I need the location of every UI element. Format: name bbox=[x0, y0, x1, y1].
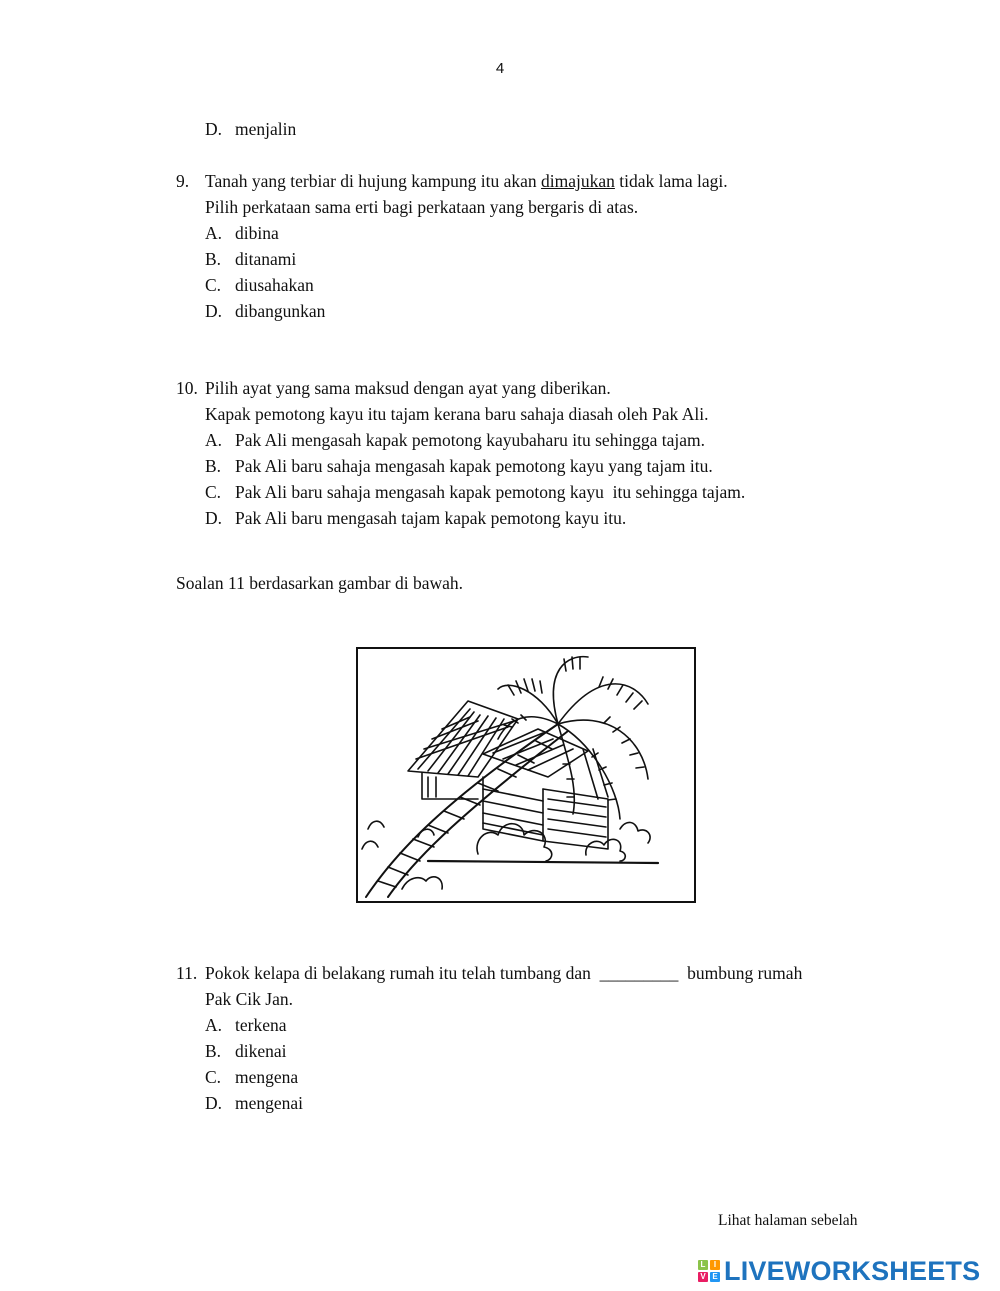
q11-option-d[interactable] bbox=[205, 1090, 303, 1116]
option-text: ditanami bbox=[235, 249, 297, 269]
option-letter: C. bbox=[205, 1067, 222, 1087]
q10-option-a[interactable] bbox=[205, 427, 705, 453]
option-letter: D. bbox=[205, 508, 223, 528]
q9-stem-after: tidak lama lagi. bbox=[614, 171, 728, 191]
q10-option-d[interactable] bbox=[205, 505, 626, 531]
footer-next-page-note: Lihat halaman sebelah bbox=[718, 1212, 858, 1229]
q9-option-b[interactable] bbox=[205, 246, 296, 272]
q10-option-c[interactable] bbox=[205, 479, 745, 505]
option-letter: D. bbox=[205, 301, 223, 321]
option-text: Pak Ali baru mengasah tajam kapak pemotong kayu itu. bbox=[235, 508, 627, 528]
q10-stem: Pilih ayat yang sama maksud dengan ayat yang diberikan. bbox=[205, 378, 611, 398]
option-letter: C. bbox=[205, 482, 222, 502]
option-letter: B. bbox=[205, 456, 222, 476]
q9-option-a[interactable] bbox=[205, 220, 279, 246]
q9-underlined-word: dimajukan bbox=[541, 171, 615, 191]
page-number: 4 bbox=[495, 60, 505, 77]
q11-option-c[interactable] bbox=[205, 1064, 298, 1090]
q10-given-sentence: Kapak pemotong kayu itu tajam kerana baru sahaja diasah oleh Pak Ali. bbox=[205, 404, 709, 424]
q9-instruction: Pilih perkataan sama erti bagi perkataan yang bergaris di atas. bbox=[205, 197, 639, 217]
option-text: dibina bbox=[235, 223, 279, 243]
option-text: diusahakan bbox=[235, 275, 314, 295]
q11-option-b[interactable] bbox=[205, 1038, 287, 1064]
logo-block-v: V bbox=[698, 1272, 708, 1282]
logo-text: LIVEWORKSHEETS bbox=[724, 1255, 981, 1286]
option-text: dibangunkan bbox=[235, 301, 326, 321]
option-text: Pak Ali baru sahaja mengasah kapak pemotong kayu yang tajam itu. bbox=[235, 456, 713, 476]
option-text: Pak Ali mengasah kapak pemotong kayubaharu itu sehingga tajam. bbox=[235, 430, 705, 450]
q10-number: 10. bbox=[176, 378, 198, 398]
q11-stem-line-2: Pak Cik Jan. bbox=[205, 989, 293, 1009]
q11-intro: Soalan 11 berdasarkan gambar di bawah. bbox=[176, 573, 464, 593]
option-letter: D. bbox=[205, 1093, 223, 1113]
option-text: menjalin bbox=[235, 119, 297, 139]
logo-block-i: I bbox=[710, 1260, 720, 1270]
q11-number: 11. bbox=[176, 963, 198, 983]
q9-option-c[interactable] bbox=[205, 272, 314, 298]
q11-stem-line-1: Pokok kelapa di belakang rumah itu telah tumbang dan _________ bumbung rumah bbox=[205, 963, 803, 983]
option-text: terkena bbox=[235, 1015, 287, 1035]
option-letter: B. bbox=[205, 1041, 222, 1061]
logo-block-l: L bbox=[698, 1260, 708, 1270]
q9-stem-before: Tanah yang terbiar di hujung kampung itu akan bbox=[205, 171, 542, 191]
option-letter: A. bbox=[205, 223, 223, 243]
logo-blocks-icon bbox=[698, 1260, 720, 1282]
q10-option-b[interactable] bbox=[205, 453, 713, 479]
option-text: mengena bbox=[235, 1067, 299, 1087]
option-text: Pak Ali baru sahaja mengasah kapak pemotong kayu itu sehingga tajam. bbox=[235, 482, 746, 502]
option-text: mengenai bbox=[235, 1093, 304, 1113]
logo-block-e: E bbox=[710, 1272, 720, 1282]
drawing bbox=[358, 649, 693, 900]
option-letter: D. bbox=[205, 119, 223, 139]
option-letter: A. bbox=[205, 1015, 223, 1035]
q8-option-d bbox=[205, 116, 296, 142]
q9-option-d[interactable] bbox=[205, 298, 325, 324]
q9-number: 9. bbox=[176, 171, 190, 191]
option-letter: C. bbox=[205, 275, 222, 295]
option-letter: A. bbox=[205, 430, 223, 450]
liveworksheets-logo[interactable] bbox=[698, 1256, 980, 1286]
option-letter: B. bbox=[205, 249, 222, 269]
house-and-fallen-coconut-tree-picture bbox=[356, 647, 696, 903]
option-text: dikenai bbox=[235, 1041, 287, 1061]
q9-stem bbox=[205, 168, 728, 194]
q11-option-a[interactable] bbox=[205, 1012, 287, 1038]
